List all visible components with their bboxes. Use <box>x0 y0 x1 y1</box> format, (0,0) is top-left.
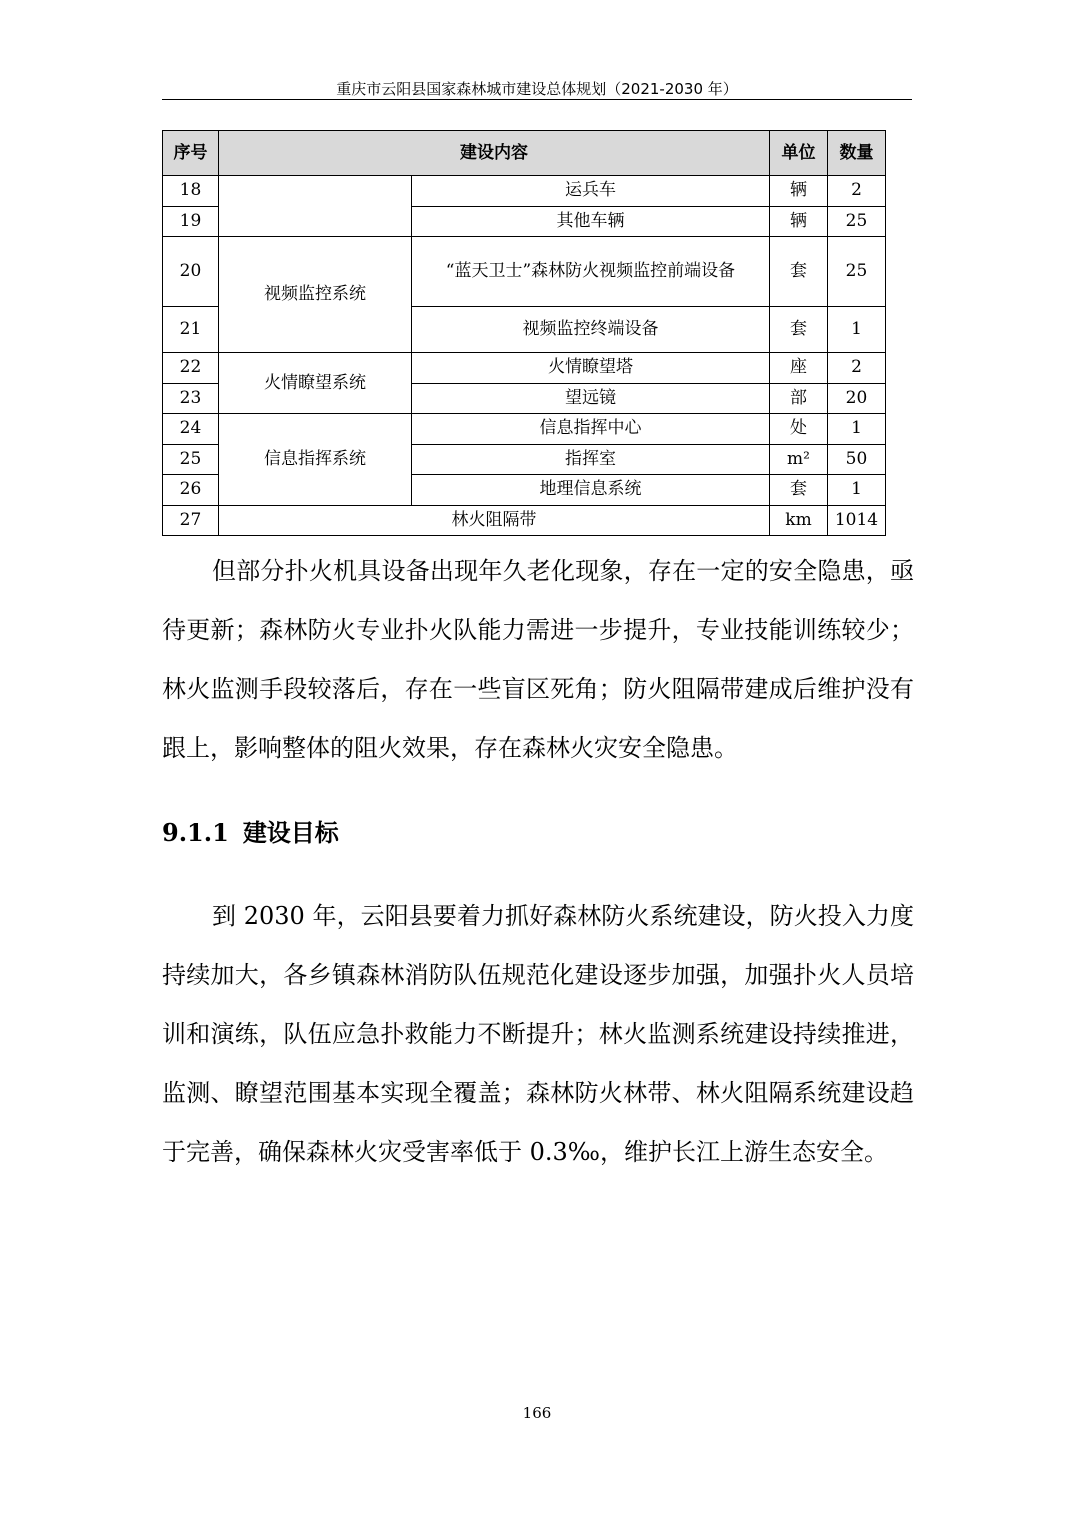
row-index: 21 <box>163 307 219 353</box>
row-quantity: 2 <box>828 353 886 384</box>
row-index: 19 <box>163 206 219 237</box>
row-unit: 套 <box>770 307 828 353</box>
header-rule <box>162 99 912 100</box>
section-heading <box>162 813 339 848</box>
row-index: 24 <box>163 414 219 445</box>
section-title: 建设目标 <box>242 818 339 847</box>
row-index: 22 <box>163 353 219 384</box>
row-unit: 套 <box>770 237 828 307</box>
row-item: 火情瞭望塔 <box>412 353 770 384</box>
row-index: 27 <box>163 505 219 536</box>
row-unit: km <box>770 505 828 536</box>
page-number: 166 <box>522 1404 552 1422</box>
row-item: 林火阻隔带 <box>219 505 770 536</box>
table-row <box>163 353 886 384</box>
table-row <box>163 176 886 207</box>
row-item: 望远镜 <box>412 383 770 414</box>
header-quantity: 数量 <box>828 131 886 176</box>
row-item: 指挥室 <box>412 444 770 475</box>
group-cell-empty <box>219 176 412 237</box>
row-item: 视频监控终端设备 <box>412 307 770 353</box>
group-command: 信息指挥系统 <box>219 414 412 506</box>
row-quantity: 50 <box>828 444 886 475</box>
group-lookout: 火情瞭望系统 <box>219 353 412 414</box>
row-quantity: 1 <box>828 307 886 353</box>
row-unit: 辆 <box>770 206 828 237</box>
body-paragraph-1: 但部分扑火机具设备出现年久老化现象，存在一定的安全隐患，亟待更新；森林防火专业扑火队能力需进一步提升，专业技能训练较少；林火监测手段较落后，存在一些盲区死角；防火阻隔带建成后维护没有跟上，影响整体的阻火效果，存在森林火灾安全隐患。 <box>162 557 914 762</box>
table-header-row <box>163 131 886 176</box>
row-quantity: 1 <box>828 475 886 506</box>
row-index: 23 <box>163 383 219 414</box>
row-unit: 座 <box>770 353 828 384</box>
section-number: 9.1.1 <box>162 818 229 847</box>
row-quantity: 25 <box>828 237 886 307</box>
row-item: 运兵车 <box>412 176 770 207</box>
running-header: 重庆市云阳县国家森林城市建设总体规划（2021-2030 年） <box>336 80 738 98</box>
row-unit: 套 <box>770 475 828 506</box>
body-paragraph-2: 到 2030 年，云阳县要着力抓好森林防火系统建设，防火投入力度持续加大，各乡镇森林消防队伍规范化建设逐步加强，加强扑火人员培训和演练，队伍应急扑救能力不断提升；林火监测系统建设持续推进，监测、瞭望范围基本实现全覆盖；森林防火林带、林火阻隔系统建设趋于完善，确保森林火灾受害率低于 0.3‰，维护长江上游生态安全。 <box>162 902 914 1166</box>
row-unit: 部 <box>770 383 828 414</box>
table-row <box>163 505 886 536</box>
row-quantity: 25 <box>828 206 886 237</box>
row-index: 25 <box>163 444 219 475</box>
header-index: 序号 <box>163 131 219 176</box>
row-quantity: 20 <box>828 383 886 414</box>
row-item: “蓝天卫士”森林防火视频监控前端设备 <box>412 237 770 307</box>
row-unit: 辆 <box>770 176 828 207</box>
row-quantity: 1014 <box>828 505 886 536</box>
group-video: 视频监控系统 <box>219 237 412 353</box>
row-index: 26 <box>163 475 219 506</box>
row-quantity: 1 <box>828 414 886 445</box>
row-index: 18 <box>163 176 219 207</box>
header-unit: 单位 <box>770 131 828 176</box>
table-row <box>163 414 886 445</box>
table-row <box>163 237 886 307</box>
row-item: 其他车辆 <box>412 206 770 237</box>
row-item: 信息指挥中心 <box>412 414 770 445</box>
row-unit: 处 <box>770 414 828 445</box>
header-content: 建设内容 <box>219 131 770 176</box>
row-index: 20 <box>163 237 219 307</box>
row-quantity: 2 <box>828 176 886 207</box>
row-item: 地理信息系统 <box>412 475 770 506</box>
row-unit: m² <box>770 444 828 475</box>
construction-table <box>162 130 886 536</box>
